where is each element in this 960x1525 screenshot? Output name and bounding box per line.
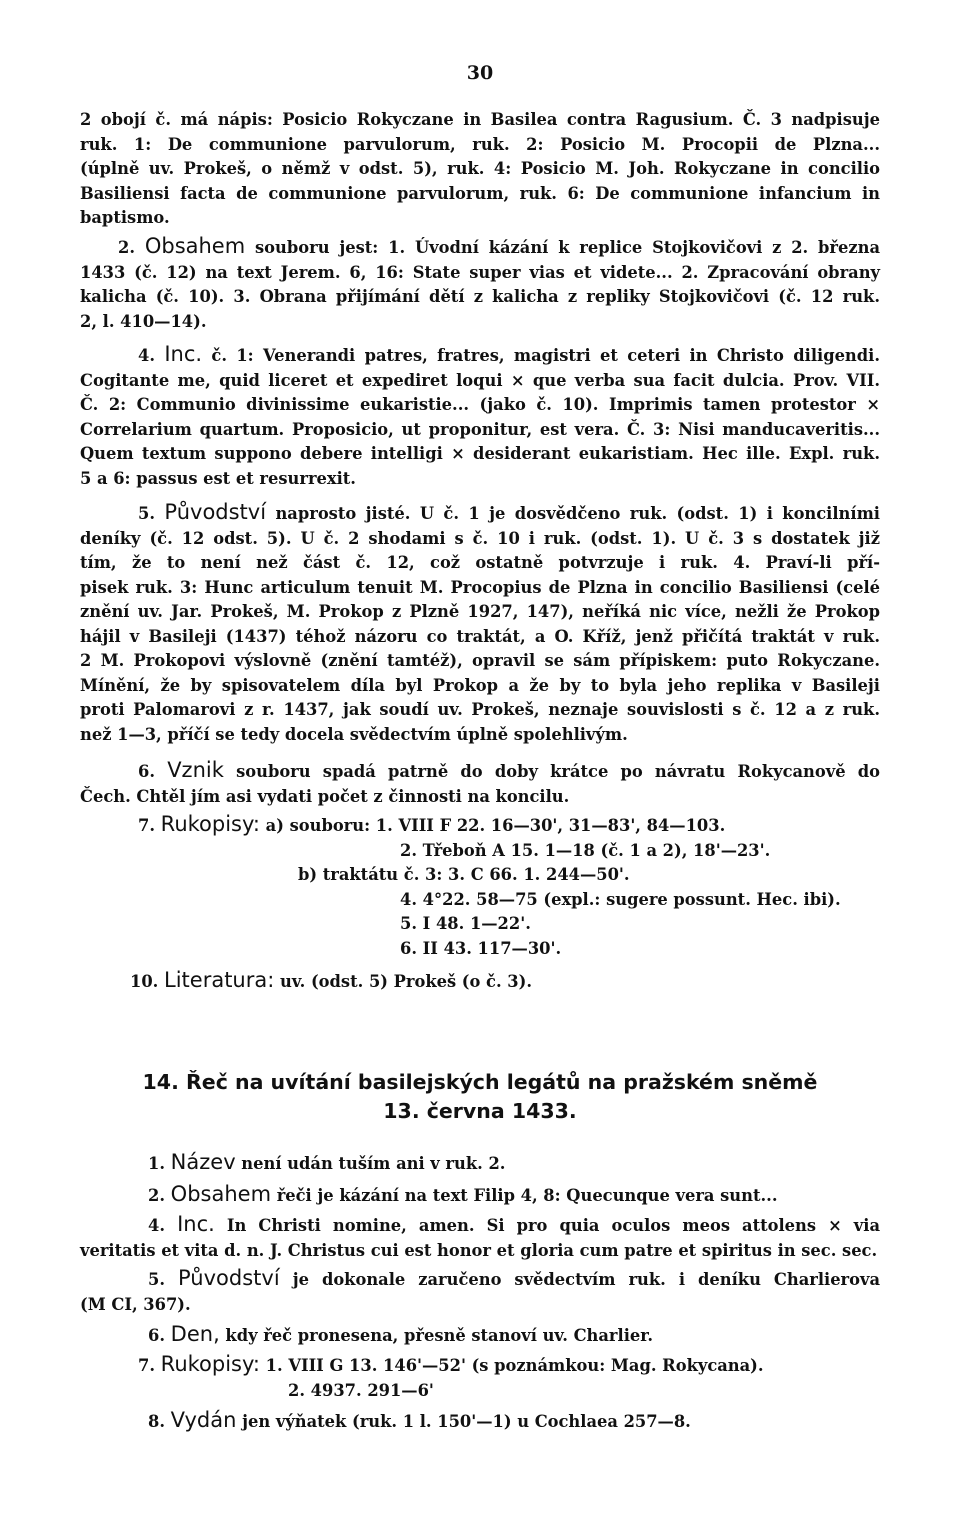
text-line: pisek ruk. 3: Hunc articulum tenuit M. Procopius de Plzna in concilio Basiliensi (celé	[80, 577, 880, 597]
section1-paragraph-1	[80, 108, 880, 231]
text-line: Cogitante me, quid liceret et expediret loqui × que verba sua facit dulcia. Prov. VII.	[80, 370, 880, 390]
paragraph-number: 5.	[148, 1270, 165, 1289]
text-line: než 1—3, příčí se tedy docela svědectvím úplně spolehlivým.	[80, 724, 628, 744]
paragraph-number: 1.	[148, 1154, 165, 1173]
paragraph-number: 4.	[138, 346, 155, 365]
section2-paragraph-7	[80, 1352, 880, 1403]
paragraph-heading: Název	[170, 1150, 236, 1174]
paragraph-heading: Rukopisy:	[160, 812, 260, 836]
paragraph-heading: Vydán	[170, 1408, 237, 1432]
text-line	[80, 1352, 880, 1379]
text-line: (M CI, 367).	[80, 1294, 191, 1314]
text-span: není udán tuším ani v ruk. 2.	[241, 1154, 506, 1173]
text-line	[80, 968, 880, 995]
text-span: 1. VIII G 13. 146'—52' (s poznámkou: Mag. Rokycana).	[265, 1356, 764, 1375]
text-line: 2, l. 410—14).	[80, 311, 207, 331]
paragraph-heading: Inc.	[164, 342, 203, 366]
section2-paragraph-6	[80, 1322, 880, 1349]
section-title-line-1: 14. Řeč na uvítání basilejských legátů na pražském sněmě	[142, 1070, 818, 1094]
text-span: kdy řeč pronesena, přesně stanoví uv. Charlier.	[225, 1326, 653, 1345]
section1-paragraph-4	[80, 342, 880, 491]
section2-paragraph-5	[80, 1266, 880, 1317]
text-line: 2. 4937. 291—6'	[288, 1380, 434, 1400]
text-line: znění uv. Jar. Prokeš, M. Prokop z Plzně 1927, 147), neříká nic více, nežli že Prokop	[80, 602, 880, 621]
section2-paragraph-1	[80, 1150, 880, 1177]
text-span: č. 1: Venerandi patres, fratres, magistri et ceteri in Christo diligendi.	[211, 346, 881, 365]
text-line: 6. II 43. 117—30'.	[400, 938, 562, 958]
text-line	[80, 758, 880, 785]
text-span: naprosto jisté. U č. 1 je dosvědčeno ruk. (odst. 1) i koncilními	[275, 504, 880, 523]
text-line: Correlarium quartum. Proposicio, ut proponitur, est vera. Č. 3: Nisi manducaveritis...	[80, 419, 880, 439]
text-line: Čech. Chtěl jím asi vydati počet z činnosti na koncilu.	[80, 786, 570, 806]
text-line: 5 a 6: passus est et resurrexit.	[80, 468, 356, 488]
text-line	[80, 342, 880, 369]
text-line	[80, 1322, 880, 1349]
paragraph-heading: Literatura:	[164, 968, 275, 992]
paragraph-heading: Inc.	[177, 1212, 215, 1236]
text-span: souboru spadá patrně do doby krátce po návratu Rokycanově do	[236, 762, 880, 781]
text-line: tím, že to není než část č. 12, což ostatně potvrzuje i ruk. 4. Praví-li pří-	[80, 553, 880, 572]
text-span: jen výňatek (ruk. 1 l. 150'—1) u Cochlaea 257—8.	[242, 1412, 691, 1431]
text-line: veritatis et vita d. n. J. Christus cui est honor et gloria cum patre et spiritus in sec. sec.	[80, 1240, 878, 1260]
text-line	[80, 234, 880, 261]
text-line	[80, 1212, 880, 1239]
text-line: baptismo.	[80, 208, 170, 227]
text-span: In Christi nomine, amen. Si pro quia oculos meos attolens × via	[226, 1216, 880, 1235]
section1-paragraph-2	[80, 234, 880, 334]
text-line: Quem textum suppono debere intelligi × desiderant eukaristiam. Hec ille. Expl. ruk.	[80, 444, 880, 463]
section2-paragraph-2	[80, 1182, 880, 1209]
text-line	[80, 1182, 880, 1209]
paragraph-number: 6.	[138, 762, 155, 781]
section2-paragraph-8	[80, 1408, 880, 1435]
paragraph-number: 2.	[148, 1186, 165, 1205]
text-span: řeči je kázání na text Filip 4, 8: Quecunque vera sunt...	[276, 1186, 778, 1205]
text-line: Mínění, že by spisovatelem díla byl Prokop a že by to byla jeho replika v Basileji	[80, 675, 880, 695]
text-span: je dokonale zaručeno svědectvím ruk. i deníku Charlierova	[292, 1270, 881, 1289]
section1-paragraph-5	[80, 500, 880, 747]
text-line: 4. 4°22. 58—75 (expl.: sugere possunt. Hec. ibi).	[400, 889, 841, 909]
paragraph-number: 8.	[148, 1412, 165, 1431]
paragraph-heading: Rukopisy:	[160, 1352, 260, 1376]
text-line: 2 obojí č. má nápis: Posicio Rokyczane in Basilea contra Ragusium. Č. 3 nadpisuje	[80, 110, 880, 129]
text-line: deníky (č. 12 odst. 5). U č. 2 shodami s č. 10 i ruk. (odst. 1). U č. 3 s dostatek již	[80, 528, 880, 548]
paragraph-number: 7.	[138, 816, 155, 835]
section1-paragraph-10	[80, 968, 880, 995]
paragraph-number: 5.	[138, 504, 155, 523]
paragraph-heading: Původství	[178, 1266, 280, 1290]
text-line: proti Palomarovi z r. 1437, jak soudí uv. Prokeš, neznaje souvislosti s č. 12 a z ruk.	[80, 700, 880, 719]
text-span: souboru jest: 1. Úvodní kázání k replice Stojkovičovi z 2. března	[255, 238, 880, 257]
paragraph-heading: Původství	[164, 500, 267, 524]
text-line: 2 M. Prokopovi výslovně (znění tamtéž), opravil se sám přípiskem: puto Rokyczane.	[80, 651, 880, 670]
paragraph-number: 10.	[130, 972, 159, 991]
paragraph-number: 4.	[148, 1216, 165, 1235]
section-heading	[80, 1068, 880, 1126]
section-title-line-2: 13. června 1433.	[383, 1099, 577, 1123]
paragraph-heading: Obsahem	[144, 234, 246, 258]
text-line	[80, 500, 880, 527]
text-line: b) traktátu č. 3: 3. C 66. 1. 244—50'.	[298, 865, 630, 884]
text-line: ruk. 1: De communione parvulorum, ruk. 2: Posicio M. Procopii de Plzna...	[80, 134, 880, 154]
text-line: hájil v Basileji (1437) téhož názoru co traktát, a O. Kříž, jenž přičítá traktát v ruk.	[80, 626, 880, 646]
text-line: 1433 (č. 12) na text Jerem. 6, 16: State super vias et videte... 2. Zpracování obrany	[80, 262, 880, 282]
text-line: kalicha (č. 10). 3. Obrana přijímání dětí z kalicha z repliky Stojkovičovi (č. 12 ruk.	[80, 287, 880, 306]
text-span: uv. (odst. 5) Prokeš (o č. 3).	[279, 972, 532, 991]
paragraph-heading: Obsahem	[170, 1182, 272, 1206]
section2-paragraph-4	[80, 1212, 880, 1263]
text-span: a) souboru: 1. VIII F 22. 16—30', 31—83', 84—103.	[265, 816, 726, 835]
page-number: 30	[466, 62, 494, 84]
paragraph-number: 2.	[118, 238, 135, 257]
text-line: (úplně uv. Prokeš, o němž v odst. 5), ruk. 4: Posicio M. Joh. Rokyczane in concilio	[80, 159, 880, 178]
text-line: Basiliensi facta de communione parvulorum, ruk. 6: De communione infancium in	[80, 183, 880, 203]
paragraph-number: 6.	[148, 1326, 165, 1345]
text-line	[80, 1150, 880, 1177]
paragraph-heading: Vznik	[167, 758, 224, 782]
text-line: 5. I 48. 1—22'.	[400, 914, 531, 933]
text-line	[80, 1266, 880, 1293]
text-line: 2. Třeboň A 15. 1—18 (č. 1 a 2), 18'—23'.	[400, 840, 771, 860]
text-line	[80, 812, 880, 839]
section1-paragraph-7	[80, 812, 880, 961]
paragraph-heading: Den,	[170, 1322, 220, 1346]
paragraph-number: 7.	[138, 1356, 155, 1375]
text-line: Č. 2: Communio divinissime eukaristie... (jako č. 10). Imprimis tamen protestor ×	[80, 395, 880, 414]
section1-paragraph-6	[80, 758, 880, 809]
text-line	[80, 1408, 880, 1435]
